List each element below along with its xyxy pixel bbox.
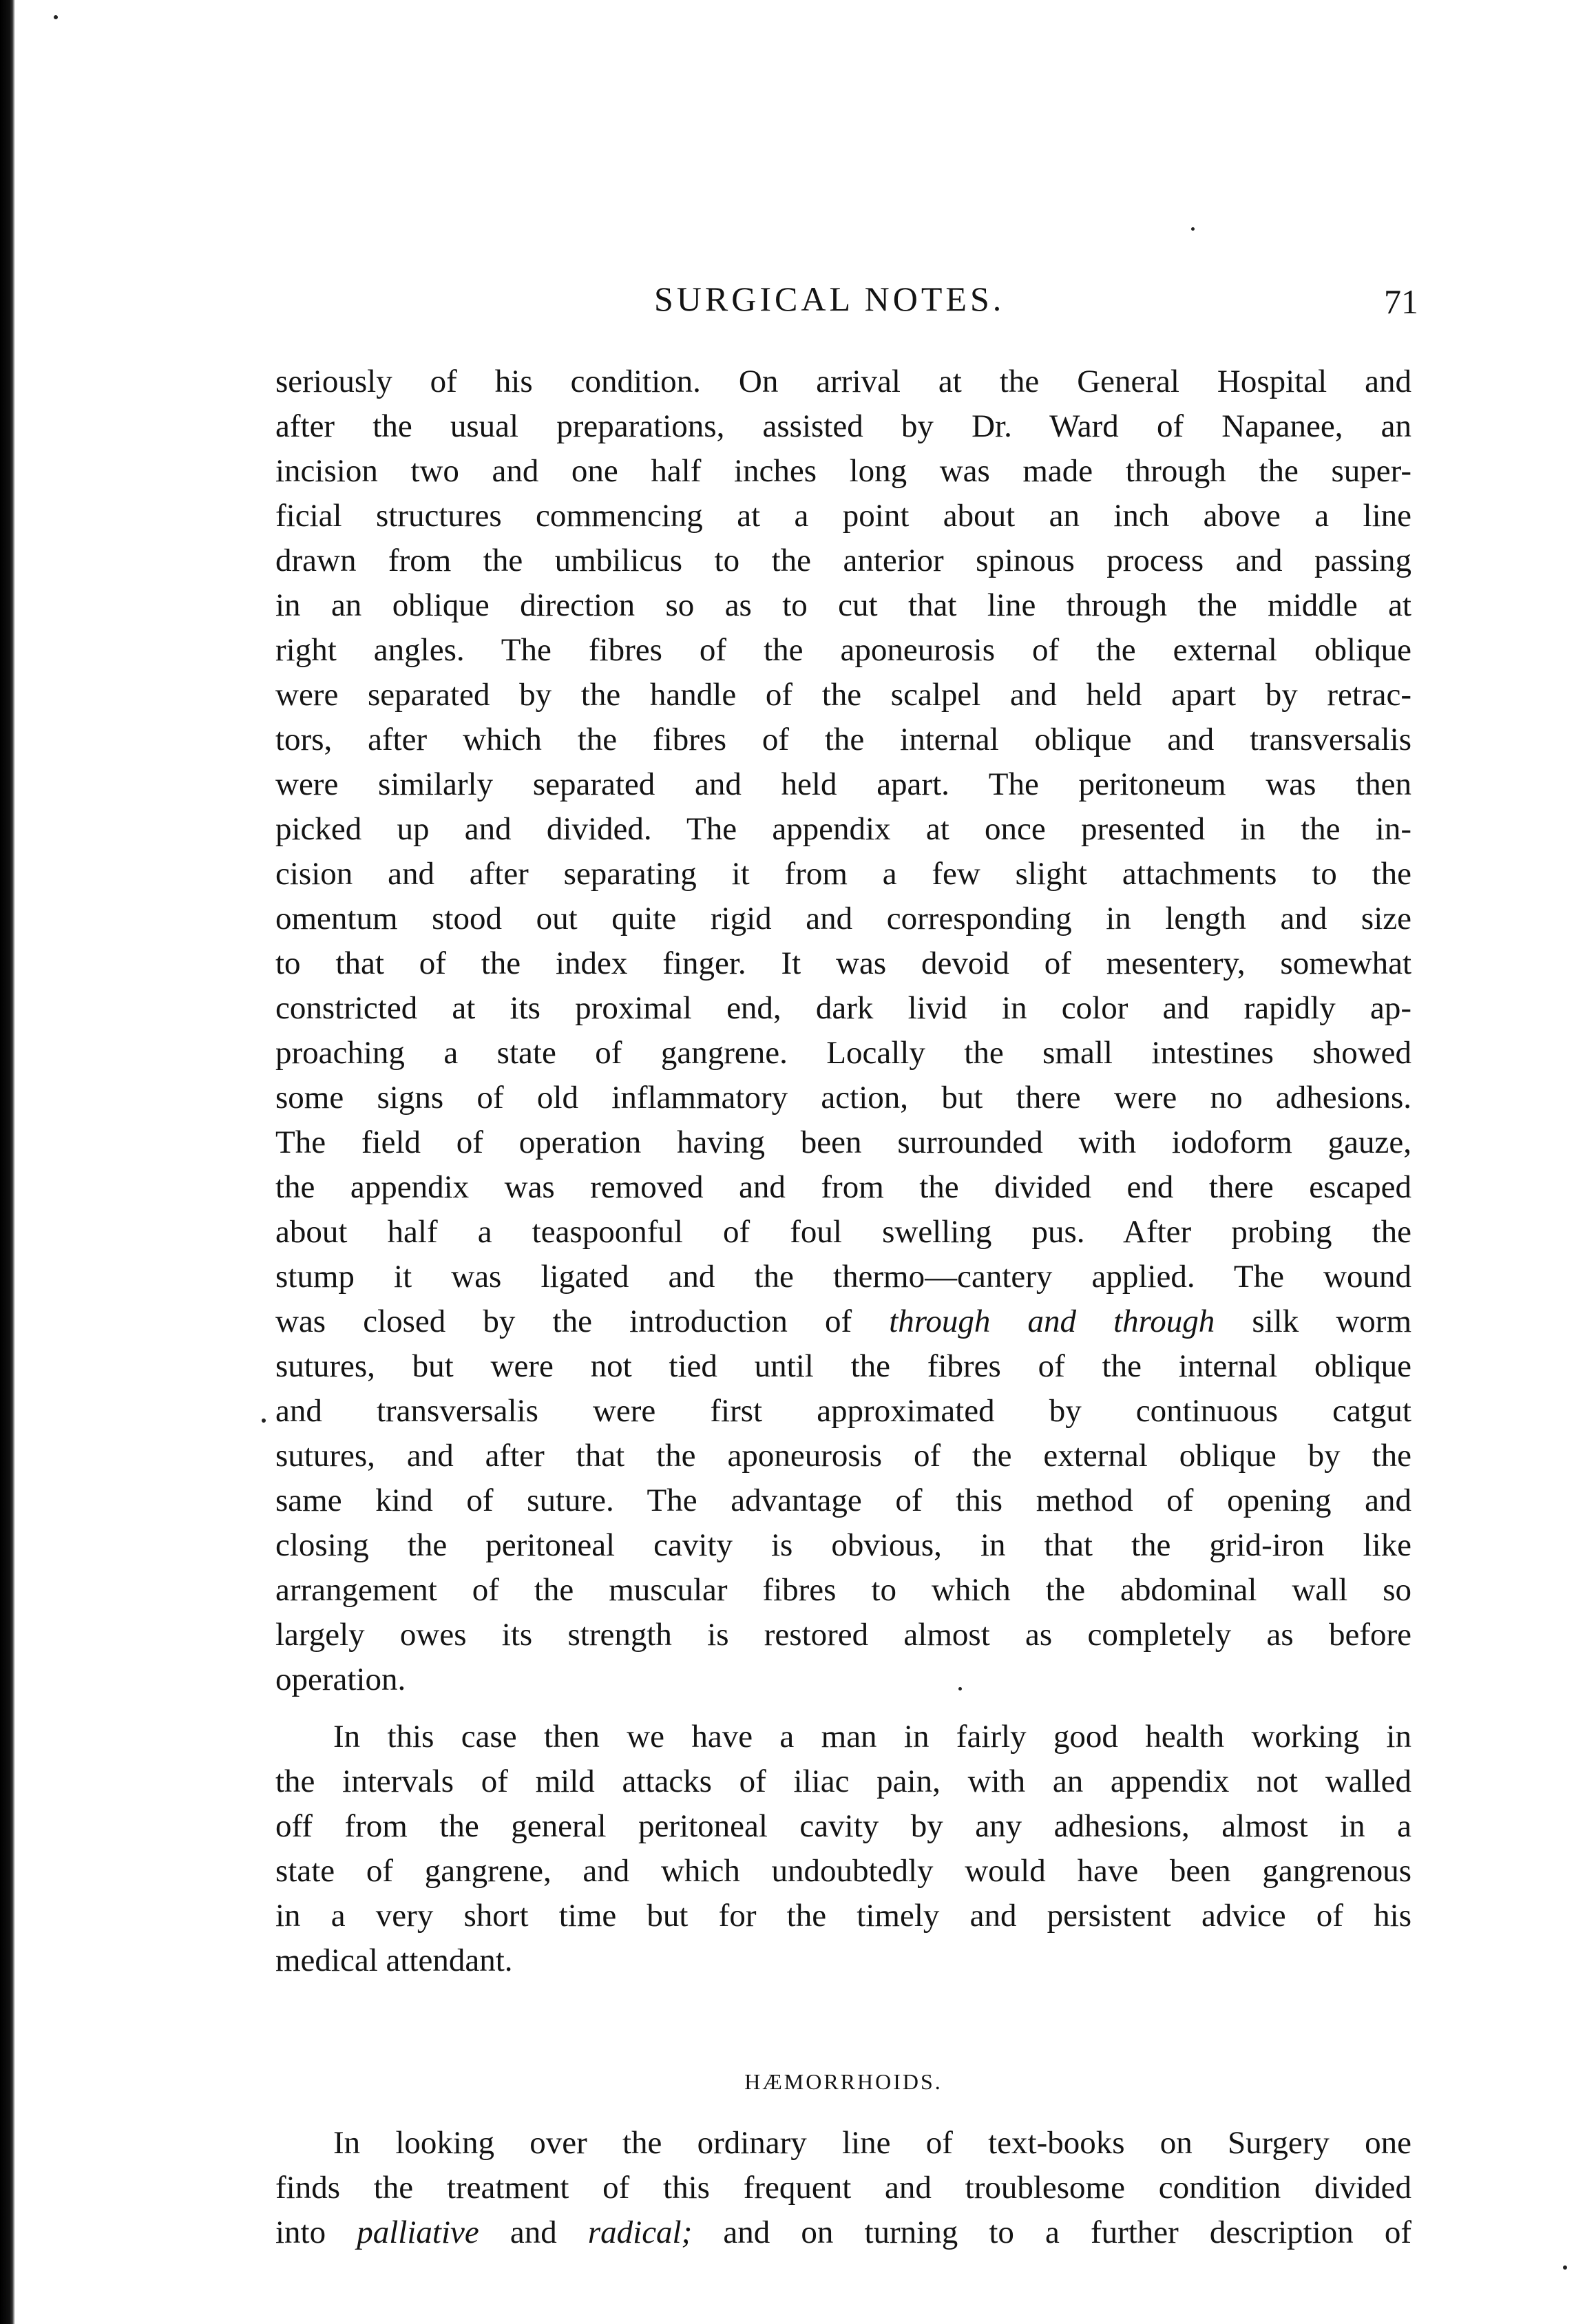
text-line: off from the general peritoneal cavity by any adhesions, almost in a — [275, 1808, 1411, 1844]
text-run: and — [510, 2215, 557, 2250]
text-line: after the usual preparations, assisted by Dr. Ward of Napanee, an — [275, 408, 1411, 444]
page-header — [275, 278, 1418, 320]
text-line: in a very short time but for the timely and persistent advice of his — [275, 1898, 1411, 1934]
text-line: In looking over the ordinary line of text-books on Surgery one — [333, 2125, 1411, 2161]
text-run: into — [275, 2215, 326, 2250]
text-run: and on turning to a further description of — [723, 2215, 1412, 2250]
text-line: The field of operation having been surrounded with iodoform gauze, — [275, 1124, 1411, 1160]
text-line: same kind of suture. The advantage of this method of opening and — [275, 1483, 1411, 1518]
italic-text: palliative — [357, 2215, 479, 2250]
text-line: omentum stood out quite rigid and corresponding in length and size — [275, 901, 1411, 936]
print-speck — [262, 1419, 266, 1423]
text-line: were similarly separated and held apart. The peritoneum was then — [275, 766, 1411, 802]
text-run: was closed by the introduction of — [275, 1304, 852, 1339]
text-line: right angles. The fibres of the aponeurosis of the external oblique — [275, 632, 1411, 668]
text-line: medical attendant. — [275, 1943, 513, 1978]
section-heading: HÆMORRHOIDS. — [744, 2069, 943, 2094]
text-line: the intervals of mild attacks of iliac pain, with an appendix not walled — [275, 1763, 1411, 1799]
page-number: 71 — [1384, 282, 1418, 321]
print-speck — [1563, 2265, 1567, 2270]
text-line: stump it was ligated and the thermo—cantery applied. The wound — [275, 1259, 1411, 1295]
text-line: In this case then we have a man in fairly good health working in — [333, 1719, 1411, 1755]
text-line: cision and after separating it from a few slight attachments to the — [275, 856, 1411, 892]
text-line: operation. — [275, 1662, 406, 1697]
text-line: drawn from the umbilicus to the anterior spinous process and passing — [275, 543, 1411, 578]
text-line: sutures, but were not tied until the fibres of the internal oblique — [275, 1348, 1411, 1384]
text-line: arrangement of the muscular fibres to which the abdominal wall so — [275, 1572, 1411, 1608]
text-line: to that of the index finger. It was devoid of mesentery, somewhat — [275, 945, 1411, 981]
text-line: and transversalis were first approximated by continuous catgut — [275, 1393, 1411, 1429]
text-line: largely owes its strength is restored almost as completely as before — [275, 1617, 1411, 1653]
text-line: sutures, and after that the aponeurosis of the external oblique by the — [275, 1438, 1411, 1474]
italic-text: through — [889, 1304, 991, 1339]
text-run: silk worm — [1252, 1304, 1412, 1339]
italic-text: radical; — [587, 2215, 693, 2250]
text-line: proaching a state of gangrene. Locally the small intestines showed — [275, 1035, 1411, 1071]
italic-text: through — [1113, 1304, 1215, 1339]
print-speck — [54, 15, 58, 19]
text-line: picked up and divided. The appendix at once presented in the in- — [275, 811, 1411, 847]
text-line: in an oblique direction so as to cut that line through the middle at — [275, 587, 1411, 623]
text-line: were separated by the handle of the scalpel and held apart by retrac- — [275, 677, 1411, 713]
text-line: incision two and one half inches long was made through the super- — [275, 453, 1411, 489]
text-line: constricted at its proximal end, dark livid in color and rapidly ap- — [275, 990, 1411, 1026]
text-line-mixed — [275, 2210, 1411, 2255]
text-line: tors, after which the fibres of the internal oblique and transversalis — [275, 722, 1411, 757]
text-line: state of gangrene, and which undoubtedly would have been gangrenous — [275, 1853, 1411, 1889]
print-speck — [1191, 227, 1195, 231]
text-line: ficial structures commencing at a point about an inch above a line — [275, 498, 1411, 534]
text-line: closing the peritoneal cavity is obvious, in that the grid-iron like — [275, 1527, 1411, 1563]
text-line: some signs of old inflammatory action, but there were no adhesions. — [275, 1080, 1411, 1116]
italic-text: and — [1027, 1304, 1076, 1339]
page-binding-edge — [0, 0, 15, 2324]
text-line: finds the treatment of this frequent and troublesome condition divided — [275, 2170, 1411, 2206]
text-line: the appendix was removed and from the divided end there escaped — [275, 1169, 1411, 1205]
text-line: seriously of his condition. On arrival at the General Hospital and — [275, 364, 1411, 399]
running-title: SURGICAL NOTES. — [654, 280, 1005, 318]
text-line: about half a teaspoonful of foul swelling pus. After probing the — [275, 1214, 1411, 1250]
text-line-mixed — [275, 1299, 1411, 1344]
